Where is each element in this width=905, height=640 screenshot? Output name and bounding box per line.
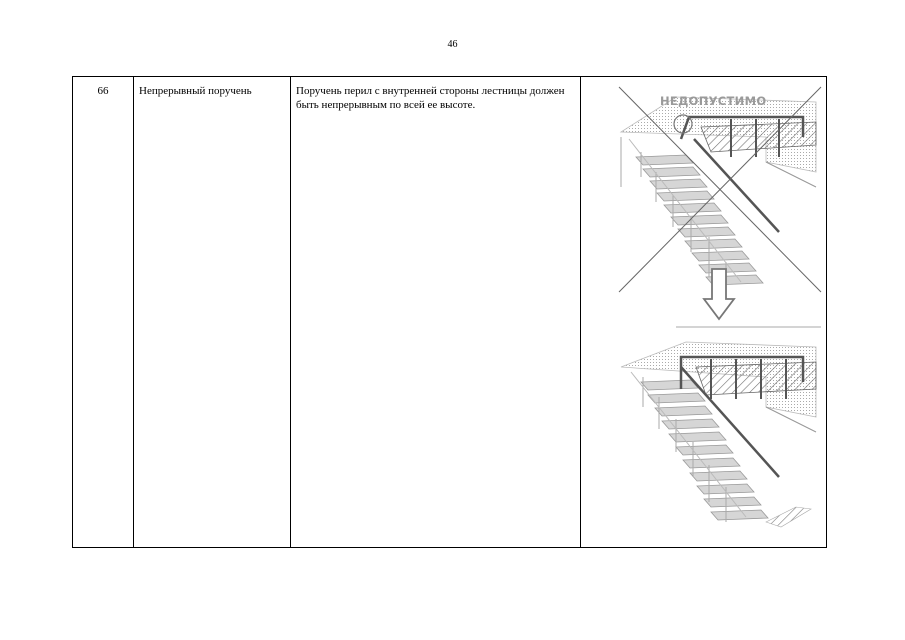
illustration-cell: [581, 77, 827, 548]
table-row: [73, 77, 827, 548]
requirement-description: Поручень перил с внутренней стороны лестницы должен быть непрерывным по всей ее высоте.: [291, 77, 581, 548]
correct-staircase-figure: [621, 327, 821, 527]
row-number: 66: [73, 77, 134, 548]
requirement-name: Непрерывный поручень: [134, 77, 291, 548]
incorrect-staircase-figure: [619, 87, 821, 292]
staircase-illustration: [581, 77, 828, 549]
requirements-table: [72, 76, 827, 548]
not-allowed-label: НЕДОПУСТИМО: [660, 94, 767, 108]
page-number: 46: [447, 39, 458, 50]
